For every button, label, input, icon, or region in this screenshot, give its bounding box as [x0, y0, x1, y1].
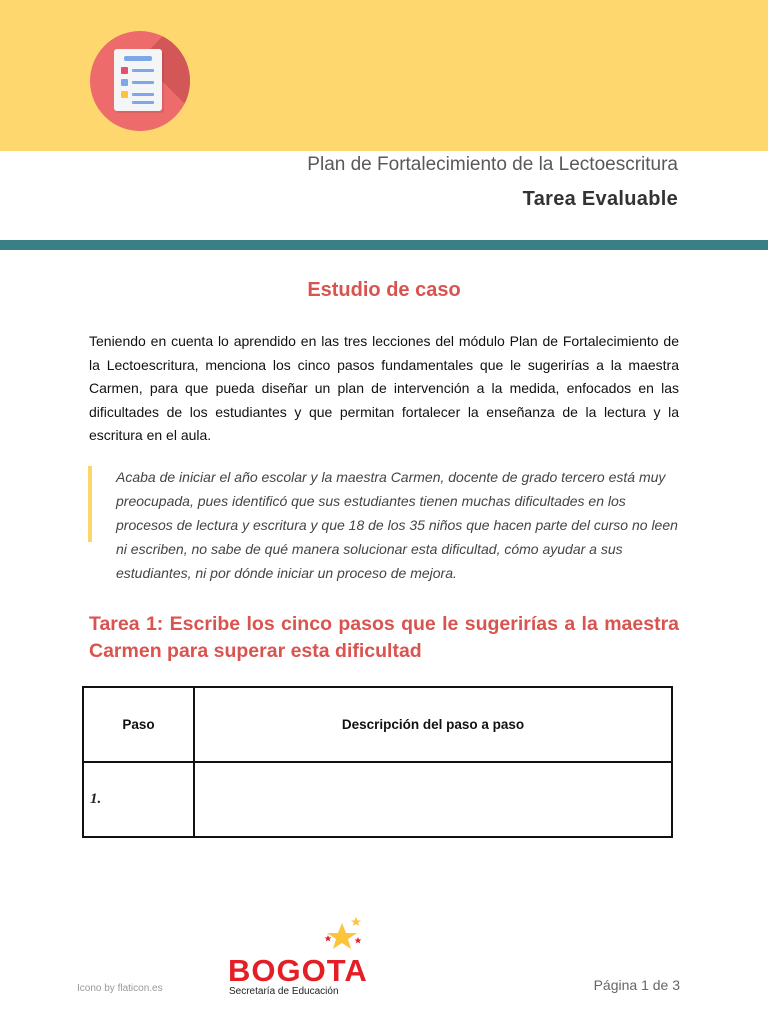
header-banner	[0, 0, 768, 151]
step-number: 1.	[83, 762, 194, 837]
steps-table	[82, 686, 673, 838]
table-header-row	[83, 687, 672, 762]
page-number: Página 1 de 3	[593, 977, 680, 993]
logo-wordmark: BOGOTA	[228, 953, 368, 988]
logo-subtitle: Secretaría de Educación	[229, 986, 339, 997]
quote-accent-bar	[88, 466, 92, 542]
step-description[interactable]	[194, 762, 672, 837]
case-quote: Acaba de iniciar el año escolar y la maestra Carmen, docente de grado tercero está muy preocupada, pues identificó que sus estudiantes tienen muchas dificultades en los procesos de lectura y escritura y que 18 de los 35 niños que hacen parte del curso no leen ni escriben, no sabe de qué manera solucionar esta dificultad, cómo ayudar a sus estudiantes, ni por dónde iniciar un proceso de mejora.	[116, 469, 678, 581]
header-description: Descripción del paso a paso	[194, 687, 672, 762]
document-subtitle: Tarea Evaluable	[522, 188, 678, 210]
header-divider	[0, 240, 768, 250]
document-checklist-icon	[90, 31, 190, 131]
document-title: Plan de Fortalecimiento de la Lectoescritura	[307, 154, 678, 175]
section-title: Estudio de caso	[307, 279, 461, 301]
header-step: Paso	[83, 687, 194, 762]
icon-credit: Icono by flaticon.es	[77, 983, 163, 994]
bogota-logo	[228, 915, 373, 1000]
table-row	[83, 762, 672, 837]
task-title: Tarea 1: Escribe los cinco pasos que le sugerirías a la maestra Carmen para superar esta dificultad	[89, 613, 679, 662]
intro-paragraph: Teniendo en cuenta lo aprendido en las tres lecciones del módulo Plan de Fortalecimiento de la Lectoescritura, menciona los cinco pasos fundamentales que le sugerirías a la maestra Carmen, para que pueda diseñar un plan de intervención a la medida, enfocados en las dificultades de los estudiantes y que permitan fortalecer la enseñanza de la lectura y la escritura en el aula.	[89, 333, 679, 443]
